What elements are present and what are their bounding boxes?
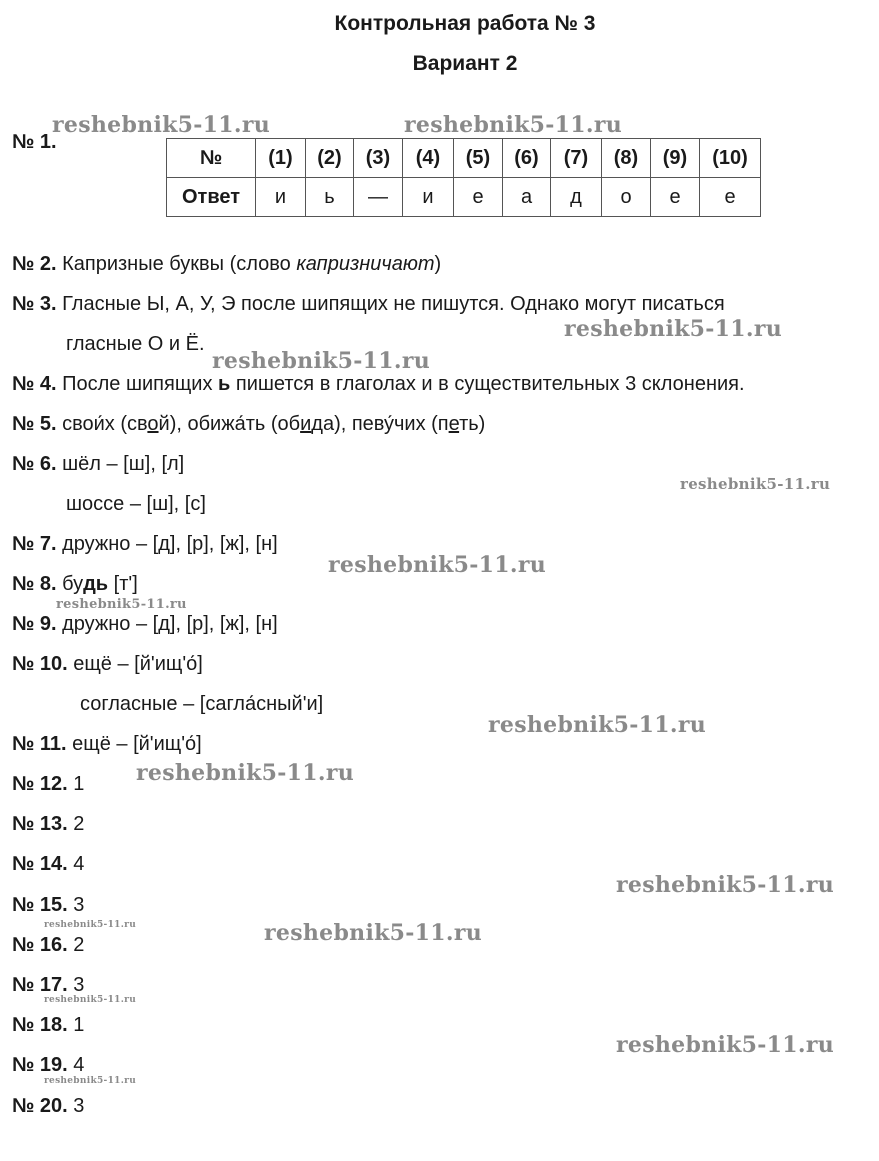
underlined-letter: и: [300, 413, 312, 435]
watermark: reshebnik5-11.ru: [56, 597, 187, 612]
task-text: Капризные буквы (слово: [62, 253, 297, 275]
task-text: ещё – [й'ищ'о́]: [73, 653, 203, 675]
task-15: [12, 894, 84, 917]
task-16: [12, 934, 84, 957]
task-1: [12, 131, 57, 154]
task-text: бу: [62, 573, 84, 595]
watermark: reshebnik5-11.ru: [44, 995, 137, 1005]
task-text: 1: [73, 1014, 85, 1036]
task-12: [12, 773, 84, 796]
task-number: № 10.: [12, 653, 68, 675]
task-text: шёл – [ш], [л]: [62, 453, 185, 475]
task-10-continued: согласные – [сагла́сный'и]: [80, 693, 324, 715]
table-cell: (2): [306, 139, 354, 178]
table-cell: е: [651, 178, 700, 217]
underlined-letter: е: [448, 413, 460, 435]
table-cell: (3): [354, 139, 403, 178]
table-cell: е: [700, 178, 761, 217]
table-cell: и: [256, 178, 306, 217]
task-text: ): [434, 253, 442, 275]
table-cell: (1): [256, 139, 306, 178]
table-cell: ь: [306, 178, 354, 217]
task-2: [12, 253, 441, 276]
task-text: 3: [73, 894, 85, 916]
task-14: [12, 853, 84, 876]
watermark: reshebnik5-11.ru: [564, 316, 783, 342]
task-number: № 16.: [12, 934, 68, 956]
task-text: Гласные Ы, А, У, Э после шипящих не пишутся. Однако могут писаться: [62, 293, 725, 315]
task-number: № 6.: [12, 453, 57, 475]
table-cell: и: [403, 178, 454, 217]
task-text: 1: [73, 773, 85, 795]
task-number: № 20.: [12, 1095, 68, 1117]
watermark: reshebnik5-11.ru: [136, 760, 355, 786]
task-number: № 15.: [12, 894, 68, 916]
task-text-bold: ь: [218, 373, 231, 395]
task-17: [12, 974, 84, 997]
variant-title: Вариант 2: [412, 52, 518, 75]
task-9: [12, 613, 278, 636]
table-header-row: [167, 139, 761, 178]
task-number: № 19.: [12, 1054, 68, 1076]
watermark: reshebnik5-11.ru: [212, 348, 431, 374]
task-text: 3: [73, 1095, 85, 1117]
task-text: 2: [73, 813, 85, 835]
task-text: 4: [73, 853, 85, 875]
task-number: № 11.: [12, 733, 67, 755]
task-10: [12, 653, 203, 676]
task-text: дружно – [д], [р], [ж], [н]: [62, 533, 278, 555]
task-number: № 13.: [12, 813, 68, 835]
table-cell: (10): [700, 139, 761, 178]
watermark: reshebnik5-11.ru: [680, 475, 831, 493]
task-number: № 4.: [12, 373, 57, 395]
task-number: № 7.: [12, 533, 57, 555]
table-cell: (9): [651, 139, 700, 178]
task-13: [12, 813, 84, 836]
task-number: № 3.: [12, 293, 57, 315]
table-cell: е: [454, 178, 503, 217]
table-cell: №: [167, 139, 256, 178]
task-text: дружно – [д], [р], [ж], [н]: [62, 613, 278, 635]
task-number: № 9.: [12, 613, 57, 635]
watermark: reshebnik5-11.ru: [404, 112, 623, 138]
table-cell: (8): [602, 139, 651, 178]
watermark: reshebnik5-11.ru: [616, 1032, 835, 1058]
task-text: 3: [73, 974, 85, 996]
task-3-continued: гласные О и Ё.: [66, 333, 205, 355]
task-number: № 2.: [12, 253, 57, 275]
table-cell: (5): [454, 139, 503, 178]
answers-table: [166, 138, 761, 217]
page-title: Контрольная работа № 3: [334, 12, 596, 35]
watermark: reshebnik5-11.ru: [264, 920, 483, 946]
task-number: № 1.: [12, 131, 57, 153]
watermark: reshebnik5-11.ru: [328, 552, 547, 578]
task-text: ть): [459, 413, 486, 435]
task-number: № 8.: [12, 573, 57, 595]
table-cell: (6): [503, 139, 551, 178]
task-number: № 18.: [12, 1014, 68, 1036]
watermark: reshebnik5-11.ru: [488, 712, 707, 738]
task-3: [12, 293, 725, 316]
task-8: [12, 573, 138, 596]
task-text: да), певу́чих (п: [311, 413, 449, 435]
task-text: свои́х (св: [62, 413, 148, 435]
task-text: й), обижа́ть (об: [158, 413, 301, 435]
task-text: После шипящих: [62, 373, 219, 395]
watermark: reshebnik5-11.ru: [52, 112, 271, 138]
task-number: № 5.: [12, 413, 57, 435]
table-cell: —: [354, 178, 403, 217]
table-cell: д: [551, 178, 602, 217]
task-6: [12, 453, 184, 476]
task-text: ещё – [й'ищ'о́]: [72, 733, 202, 755]
task-text-bold: дь: [83, 573, 109, 595]
watermark: reshebnik5-11.ru: [44, 1076, 137, 1086]
task-text: 4: [73, 1054, 85, 1076]
task-7: [12, 533, 278, 556]
task-text: 2: [73, 934, 85, 956]
task-text: [т']: [108, 573, 138, 595]
table-cell: Ответ: [167, 178, 256, 217]
task-text-italic: капризничают: [296, 253, 435, 275]
task-20: [12, 1095, 84, 1118]
task-19: [12, 1054, 84, 1077]
task-6-continued: шоссе – [ш], [с]: [66, 493, 206, 515]
watermark: reshebnik5-11.ru: [44, 920, 137, 930]
table-cell: (7): [551, 139, 602, 178]
task-number: № 17.: [12, 974, 68, 996]
task-number: № 12.: [12, 773, 68, 795]
task-5: [12, 413, 485, 436]
table-cell: о: [602, 178, 651, 217]
task-11: [12, 733, 202, 756]
task-18: [12, 1014, 84, 1037]
table-answer-row: [167, 178, 761, 217]
table-cell: а: [503, 178, 551, 217]
task-text: пишется в глаголах и в существительных 3 склонения.: [230, 373, 745, 395]
underlined-letter: о: [147, 413, 159, 435]
watermark: reshebnik5-11.ru: [616, 872, 835, 898]
task-4: [12, 373, 745, 396]
task-number: № 14.: [12, 853, 68, 875]
table-cell: (4): [403, 139, 454, 178]
